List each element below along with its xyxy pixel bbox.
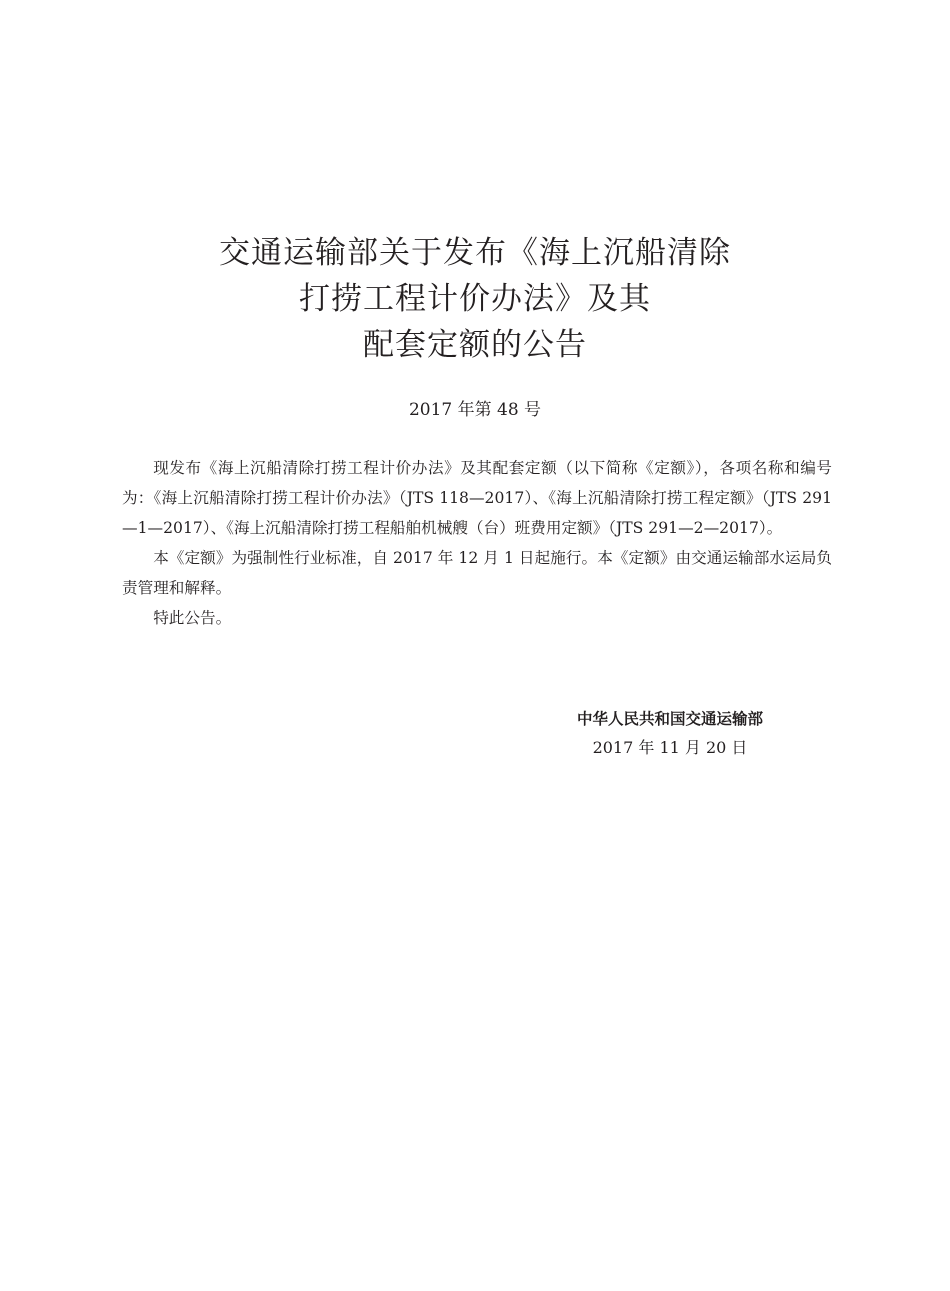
- paragraph-effective-date: 本《定额》为强制性行业标准，自 2017 年 12 月 1 日起施行。本《定额》由交通运输部水运局负责管理和解释。: [122, 549, 832, 597]
- announcement-number: 2017 年第 48 号: [408, 400, 542, 420]
- document-title: [0, 230, 950, 368]
- title-line-1: 交通运输部关于发布《海上沉船清除: [219, 235, 731, 271]
- paragraph-publication: 现发布《海上沉船清除打捞工程计价办法》及其配套定额（以下简称《定额》），各项名称和编号为：《海上沉船清除打捞工程计价办法》（JTS 118—2017）、《海上沉船清除打捞工程定额》（JTS 291—1—2017）、《海上沉船清除打捞工程船舶机械艘（台）班费用定额》（JTS 291—2—2017）。: [122, 459, 832, 537]
- title-line-3: 配套定额的公告: [363, 327, 587, 363]
- paragraph-closing: 特此公告。: [153, 609, 232, 627]
- signature-block: [520, 706, 820, 764]
- issuing-organization: 中华人民共和国交通运输部: [576, 710, 763, 728]
- issue-date: 2017 年 11 月 20 日: [592, 738, 748, 757]
- title-line-2: 打捞工程计价办法》及其: [299, 281, 651, 317]
- announcement-body: [122, 453, 832, 633]
